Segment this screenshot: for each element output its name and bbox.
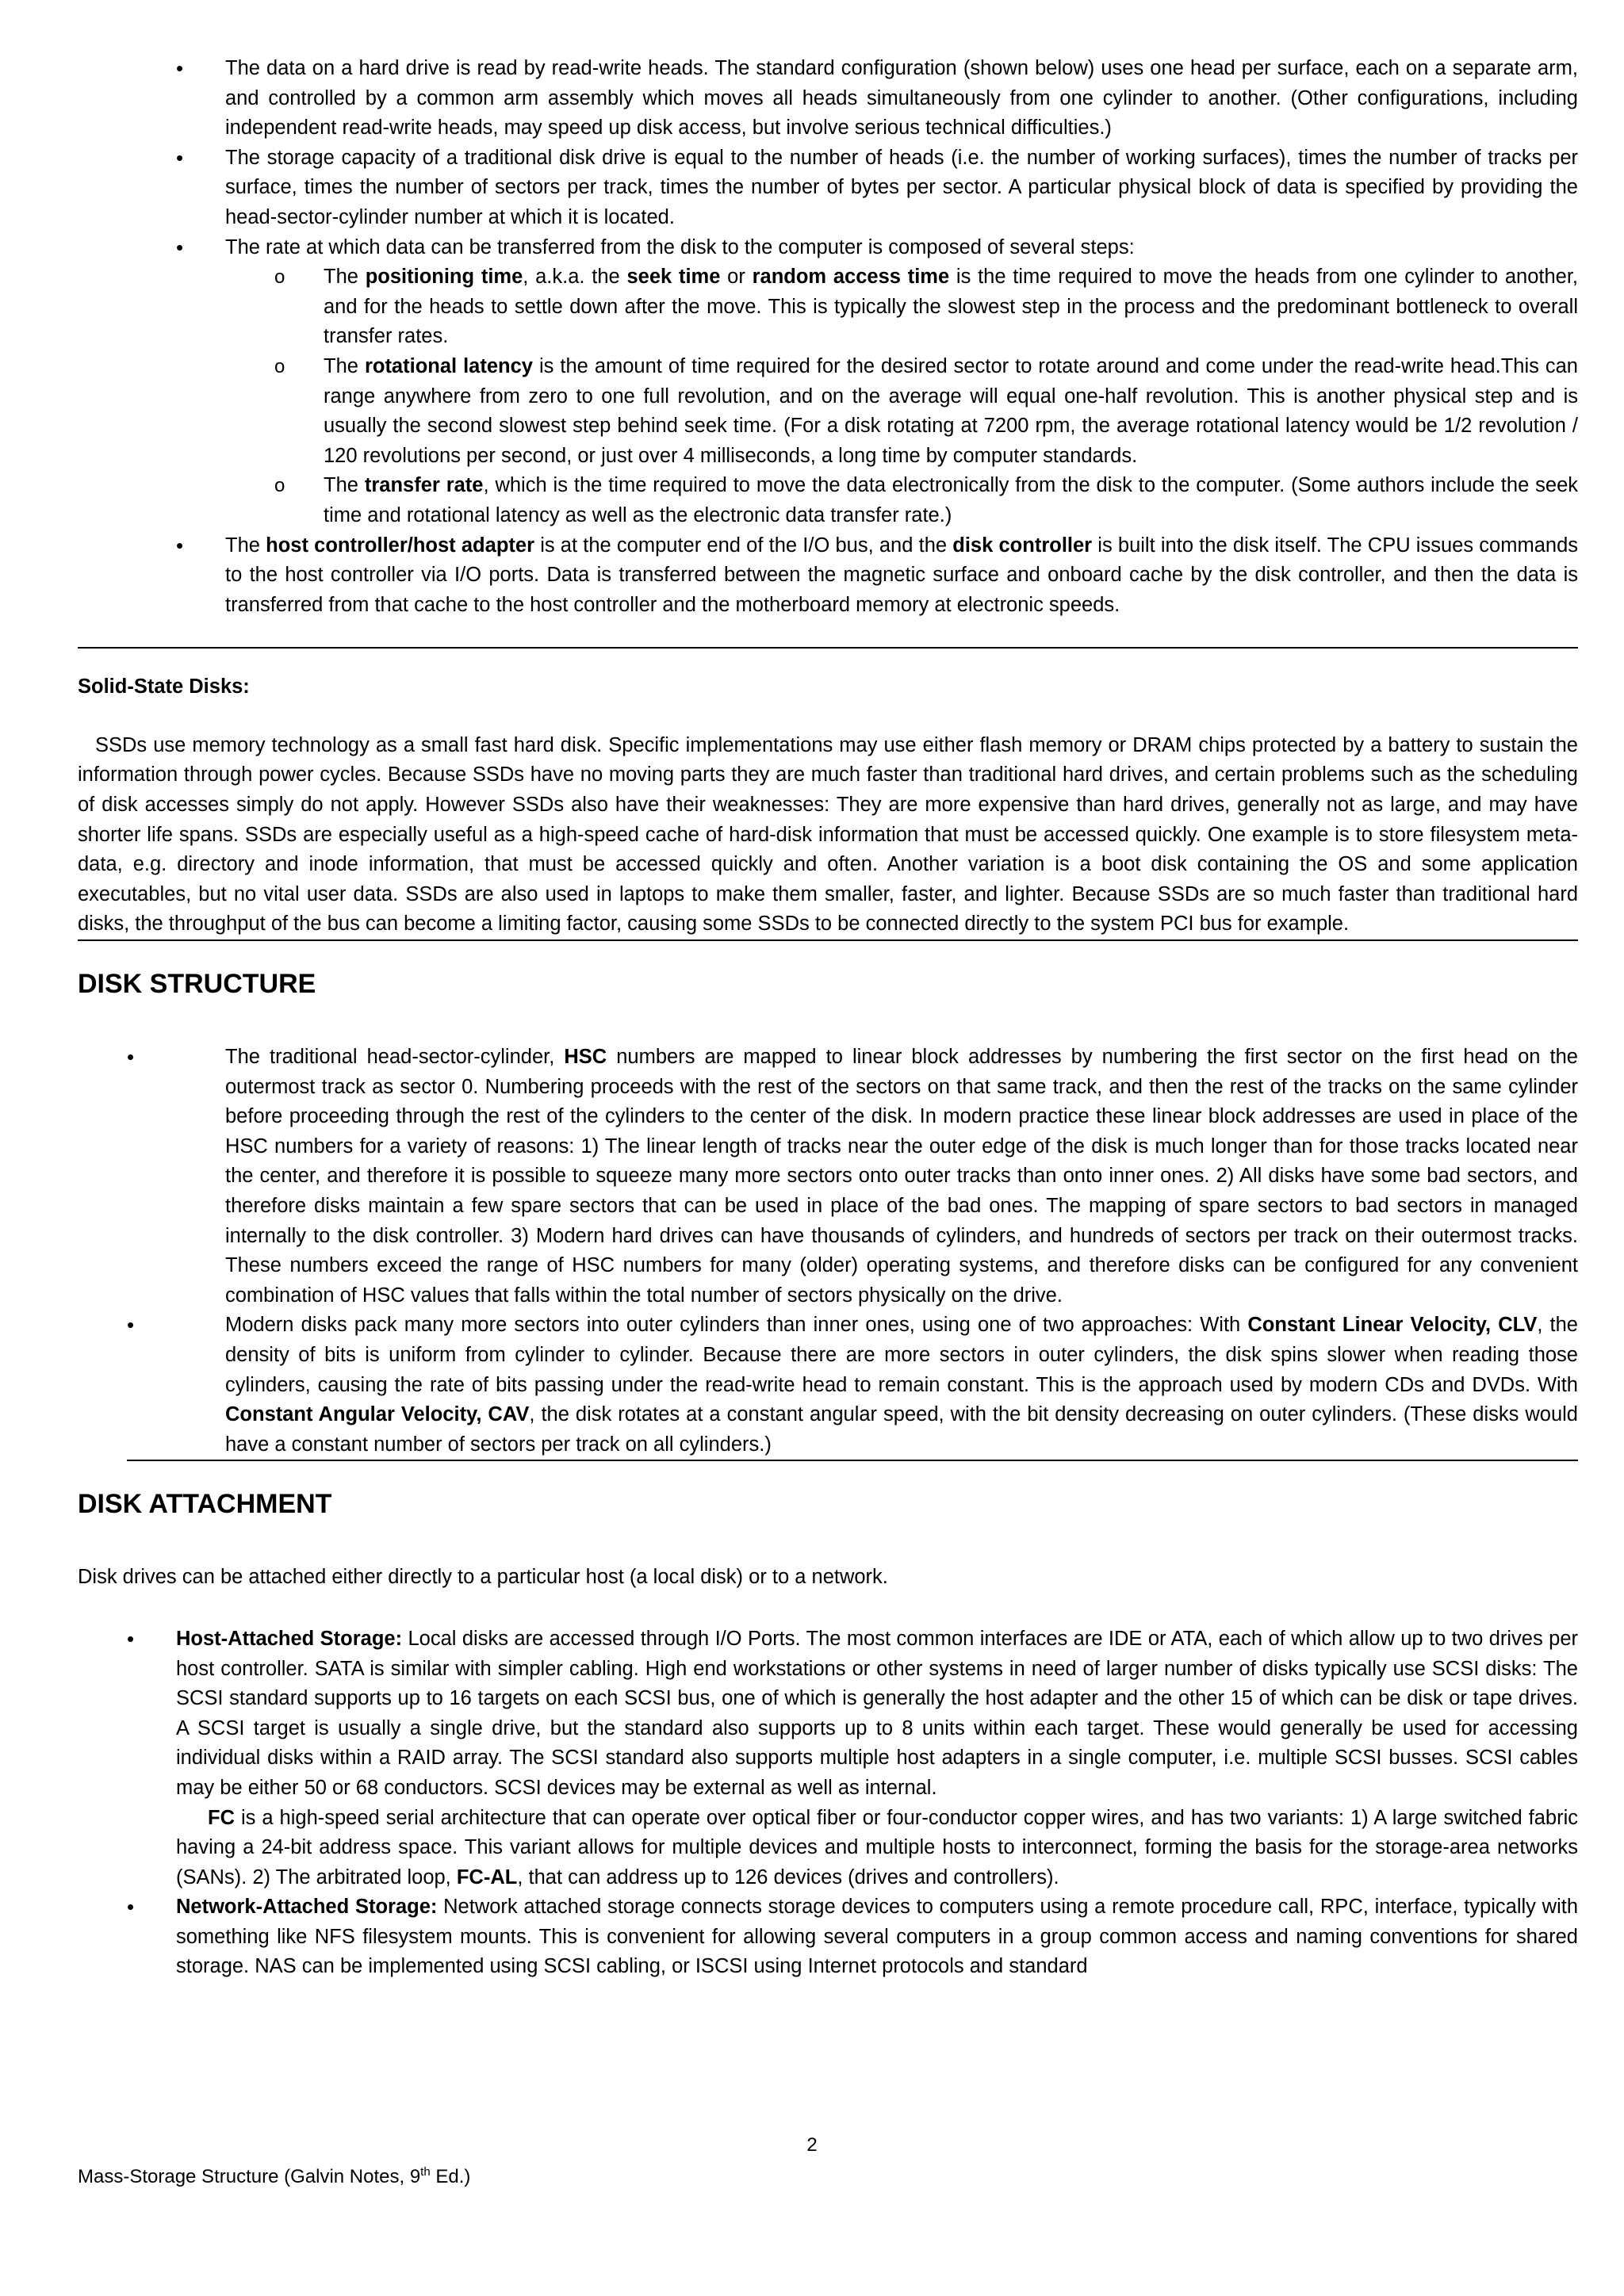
sub-item-positioning: o The positioning time, a.k.a. the seek time or random access time is the time required to move the heads from one cylinder to another, and for the heads to settle down after the move. This is typically the slowest step in the process and the predominant bottleneck to overall transfer rates.: [78, 262, 1578, 352]
bullet-text: The storage capacity of a traditional disk drive is equal to the number of heads (i.e. the number of working surfaces), times the number of tracks per surface, times the number of sectors per track, times the number of bytes per sector. A particular physical block of data is specified by providing the head-sector-cylinder number at which it is located.: [225, 146, 1578, 228]
disk-attachment-list: [78, 1624, 1578, 1982]
page-number: 2: [806, 2134, 818, 2156]
term-fc-al: FC-AL: [456, 1866, 518, 1888]
list-item: [78, 144, 1578, 233]
term-host-controller: host controller/host adapter: [266, 534, 534, 557]
bullet-text: The rate at which data can be transferred from the disk to the computer is composed of several steps:: [225, 235, 1135, 258]
term-seek-time: seek time: [626, 266, 721, 289]
term-fc: FC: [208, 1806, 235, 1829]
disk-concepts-list: [78, 54, 1578, 649]
term-transfer-rate: transfer rate: [364, 474, 484, 497]
list-item: • The host controller/host adapter is at the computer end of the I/O bus, and the disk controller is built into the disk itself. The CPU issues commands to the host controller via I/O ports. Data is transferred between the magnetic surface and onboard cache by the disk controller, and then the data is transferred from that cache to the host controller and the motherboard memory at electronic speeds.: [78, 531, 1578, 621]
page-content: [78, 54, 1578, 1982]
sub-item-rotational: o The rotational latency is the amount of time required for the desired sector to rotate around and come under the read-write head.This can range anywhere from zero to one full revolution, and on the average will equal one-half revolution. This is another physical step and is usually the second slowest step behind seek time. (For a disk rotating at 7200 rpm, the average rotational latency would be 1/2 revolution / 120 revolutions per second, or just over 4 milliseconds, a long time by computer standards.: [78, 352, 1578, 471]
sub-item-transfer: o The transfer rate, which is the time required to move the data electronically from the disk to the computer. (Some authors include the seek time and rotational latency as well as the electronic data transfer rate.): [78, 471, 1578, 530]
fc-paragraph: FC is a high-speed serial architecture that can operate over optical fiber or four-conductor copper wires, and has two variants: 1) A large switched fabric having a 24-bit address space. This variant allows for multiple devices and multiple hosts to interconnect, forming the basis for the storage-area networks (SANs). 2) The arbitrated loop, FC-AL, that can address up to 126 devices (drives and controllers).: [176, 1806, 1578, 1888]
term-rotational-latency: rotational latency: [364, 354, 533, 377]
ssd-paragraph: SSDs use memory technology as a small fast hard disk. Specific implementations may use either flash memory or DRAM chips protected by a battery to sustain the information through power cycles. Because SSDs have no moving parts they are much faster than traditional hard drives, and certain problems such as the scheduling of disk accesses simply do not apply. However SSDs also have their weaknesses: They are more expensive than hard drives, generally not as large, and may have shorter life spans. SSDs are especially useful as a high-speed cache of hard-disk information that must be accessed quickly. One example is to store filesystem meta-data, e.g. directory and inode information, that must be accessed quickly and often. Another variation is a boot disk containing the OS and some application executables, but no vital user data. SSDs are also used in laptops to make them smaller, faster, and lighter. Because SSDs are so much faster than traditional hard disks, the throughput of the bus can become a limiting factor, causing some SSDs to be connected directly to the system PCI bus for example.: [78, 731, 1578, 941]
list-item: • Host-Attached Storage: Local disks are accessed through I/O Ports. The most common interfaces are IDE or ATA, each of which allow up to two drives per host controller. SATA is similar with simpler cabling. High end workstations or other systems in need of larger number of disks typically use SCSI disks: The SCSI standard supports up to 16 targets on each SCSI bus, one of which is generally the host adapter and the other 15 of which can be disk or tape drives. A SCSI target is usually a single drive, but the standard also supports up to 8 units within each target. These would generally be used for accessing individual disks within a RAID array. The SCSI standard also supports multiple host adapters in a single computer, i.e. multiple SCSI busses. SCSI cables may be either 50 or 68 conductors. SCSI devices may be external as well as internal. FC is a high-speed serial architecture that can operate over optical fiber or four-conductor copper wires, and has two variants: 1) A large switched fabric having a 24-bit address space. This variant allows for multiple devices and multiple hosts to interconnect, forming the basis for the storage-area networks (SANs). 2) The arbitrated loop, FC-AL, that can address up to 126 devices (drives and controllers).: [78, 1624, 1578, 1892]
disk-structure-list: [127, 1043, 1578, 1461]
term-hsc: HSC: [564, 1046, 607, 1069]
term-host-attached-storage: Host-Attached Storage:: [176, 1627, 403, 1650]
page-footer: Mass-Storage Structure (Galvin Notes, 9th Ed.): [78, 2165, 471, 2187]
term-random-access-time: random access time: [752, 266, 950, 289]
term-disk-controller: disk controller: [952, 534, 1093, 557]
list-item: [78, 233, 1578, 531]
term-cav: Constant Angular Velocity, CAV: [225, 1403, 530, 1426]
list-item: • Network-Attached Storage: Network attached storage connects storage devices to computers using a remote procedure call, RPC, interface, typically with something like NFS filesystem mounts. This is convenient for allowing several computers in a group common access and naming conventions for shared storage. NAS can be implemented using SCSI cabling, or ISCSI using Internet protocols and standard: [78, 1892, 1578, 1982]
ssd-label: Solid-State Disks:: [78, 675, 250, 698]
list-item: • Modern disks pack many more sectors into outer cylinders than inner ones, using one of two approaches: With Constant Linear Velocity, CLV, the density of bits is uniform from cylinder to cylinder. Because there are more sectors in outer cylinders, the disk spins slower when reading those cylinders, causing the rate of bits passing under the read-write head to remain constant. This is the approach used by modern CDs and DVDs. With Constant Angular Velocity, CAV, the disk rotates at a constant angular speed, with the bit density decreasing on outer cylinders. (These disks would have a constant number of sectors per track on all cylinders.): [78, 1311, 1578, 1460]
disk-attachment-intro: Disk drives can be attached either directly to a particular host (a local disk) or to a network.: [78, 1566, 888, 1589]
term-network-attached-storage: Network-Attached Storage:: [176, 1896, 438, 1919]
term-positioning-time: positioning time: [365, 266, 523, 289]
disk-structure-heading: DISK STRUCTURE: [78, 969, 316, 1000]
bullet-text: The data on a hard drive is read by read-write heads. The standard configuration (shown below) uses one head per surface, each on a separate arm, and controlled by a common arm assembly which moves all heads simultaneously from one cylinder to another. (Other configurations, including independent read-write heads, may speed up disk access, but involve serious technical difficulties.): [225, 57, 1578, 140]
list-item: • The traditional head-sector-cylinder, HSC numbers are mapped to linear block addresses by numbering the first sector on the first head on the outermost track as sector 0. Numbering proceeds with the rest of the sectors on that same track, and then the rest of the tracks on the same cylinder before proceeding through the rest of the cylinders to the center of the disk. In modern practice these linear block addresses are used in place of the HSC numbers for a variety of reasons: 1) The linear length of tracks near the outer edge of the disk is much longer than for those tracks located near the center, and therefore it is possible to squeeze many more sectors onto outer tracks than onto inner ones. 2) All disks have some bad sectors, and therefore disks maintain a few spare sectors that can be used in place of the bad ones. The mapping of spare sectors to bad sectors in managed internally to the disk controller. 3) Modern hard drives can have thousands of cylinders, and hundreds of sectors per track on their outermost tracks. These numbers exceed the range of HSC numbers for many (older) operating systems, and therefore disks can be configured for any convenient combination of HSC values that falls within the total number of sectors physically on the drive.: [78, 1043, 1578, 1311]
transfer-steps-list: [225, 262, 1578, 530]
disk-attachment-heading: DISK ATTACHMENT: [78, 1489, 332, 1520]
term-clv: Constant Linear Velocity, CLV: [1247, 1314, 1538, 1337]
list-item: [78, 54, 1578, 144]
